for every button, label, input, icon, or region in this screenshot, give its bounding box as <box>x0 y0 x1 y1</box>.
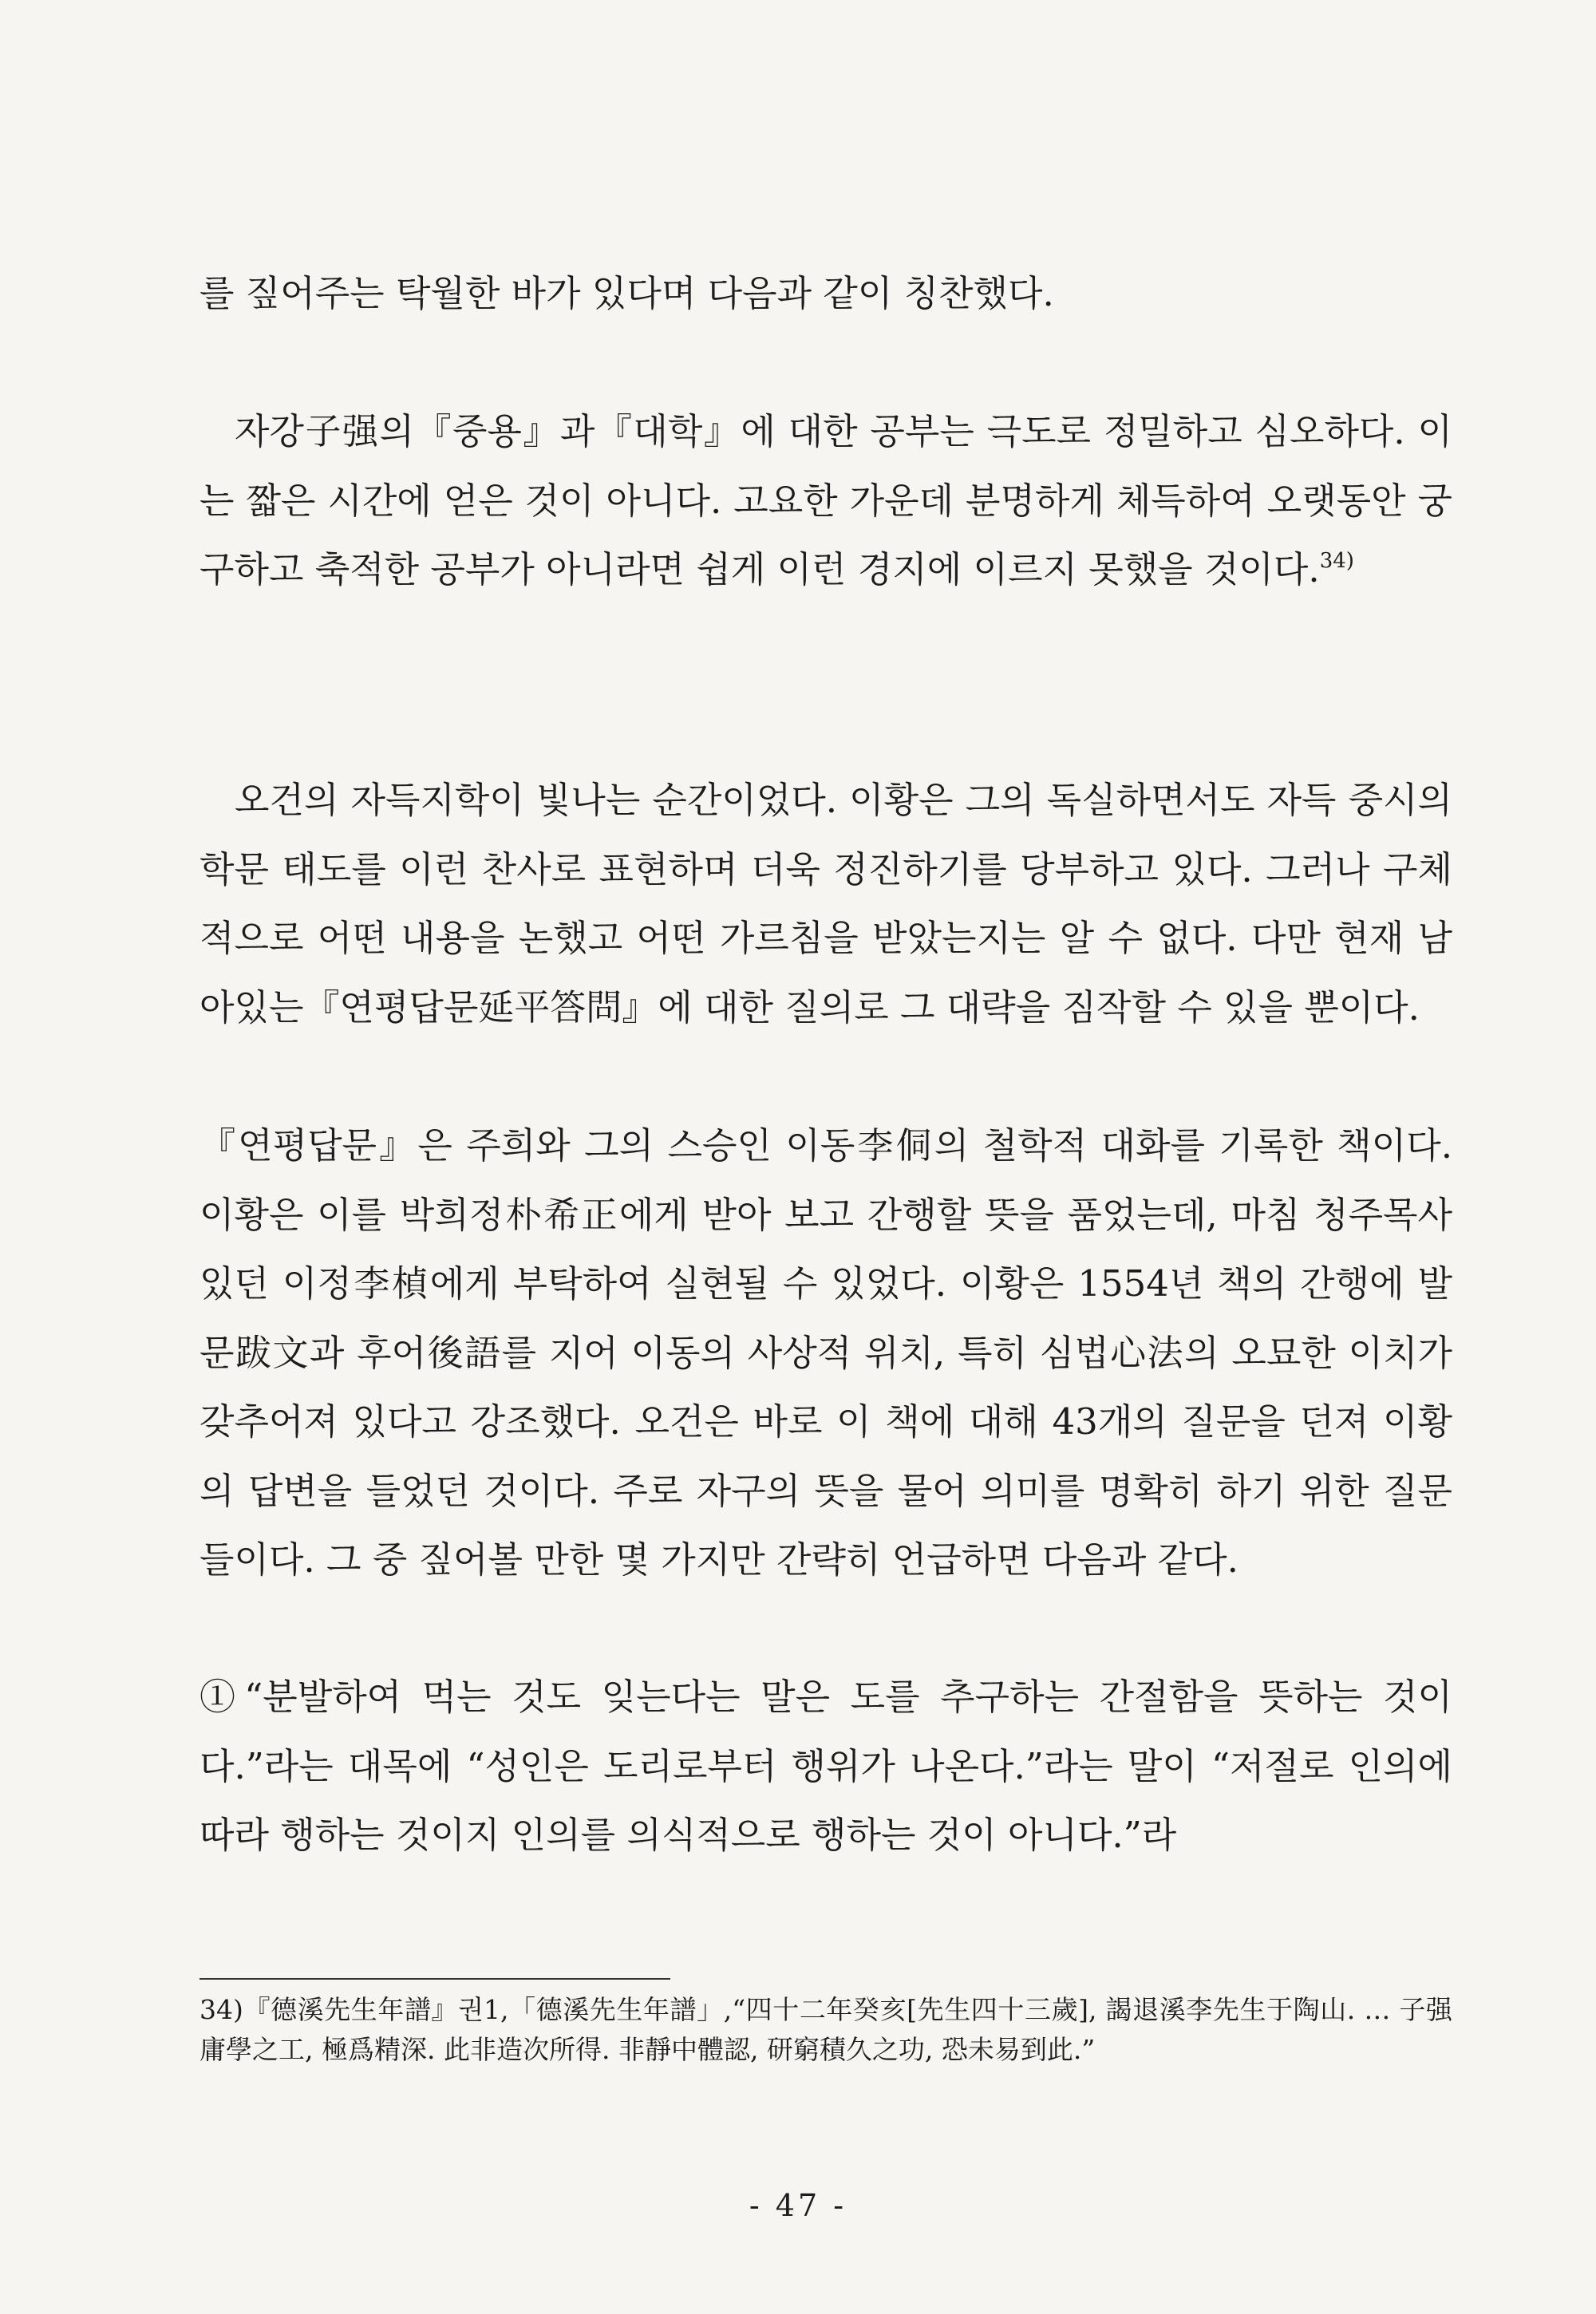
quote-text: 자강子强의『중용』과『대학』에 대한 공부는 극도로 정밀하고 심오하다. 이는 짧은 시간에 얻은 것이 아니다. 고요한 가운데 분명하게 체득하여 오랫동안 궁구하고 축적한 공부가 아니라면 쉽게 이런 경지에 이르지 못했을 것이다. <box>200 410 1452 590</box>
page-number: - 47 - <box>749 2188 847 2223</box>
paragraph-text: ①“분발하여 먹는 것도 잊는다는 말은 도를 추구하는 간절함을 뜻하는 것이다.”라는 대목에 “성인은 도리로부터 행위가 나온다.”라는 말이 “저절로 인의에 따라 행하는 것이지 인의를 의식적으로 행하는 것이 아니다.”라 <box>200 1676 1452 1856</box>
paragraph-text: 를 짚어주는 탁월한 바가 있다며 다음과 같이 칭찬했다. <box>200 272 1054 314</box>
footnote-number: 34) <box>200 1994 243 2025</box>
paragraph-continuation <box>200 259 1452 329</box>
paragraph-1 <box>200 766 1452 1042</box>
paragraph-2 <box>200 1112 1452 1595</box>
footnote-text: 『德溪先生年譜』권1,「德溪先生年譜」,“四十二年癸亥[先生四十三歲], 謁退溪李先生于陶山. … 子强庸學之工, 極爲精深. 此非造次所得. 非靜中體認, 研窮積久之功, 恐未易到此.” <box>200 1994 1452 2065</box>
footnote <box>200 1990 1452 2070</box>
paragraph-3 <box>200 1663 1452 1870</box>
paragraph-text: 『연평답문』은 주희와 그의 스승인 이동李侗의 철학적 대화를 기록한 책이다. 이황은 이를 박희정朴希正에게 받아 보고 간행할 뜻을 품었는데, 마침 청주목사 있던 이정李楨에게 부탁하여 실현될 수 있었다. 이황은 1554년 책의 간행에 발문跋文과 후어後語를 지어 이동의 사상적 위치, 특히 심법心法의 오묘한 이치가 갖추어져 있다고 강조했다. 오건은 바로 이 책에 대해 43개의 질문을 던져 이황의 답변을 들었던 것이다. 주로 자구의 뜻을 물어 의미를 명확히 하기 위한 질문들이다. 그 중 짚어볼 만한 몇 가지만 간략히 언급하면 다음과 같다. <box>200 1124 1452 1581</box>
paragraph-text: 오건의 자득지학이 빛나는 순간이었다. 이황은 그의 독실하면서도 자득 중시의 학문 태도를 이런 찬사로 표현하며 더욱 정진하기를 당부하고 있다. 그러나 구체적으로 어떤 내용을 논했고 어떤 가르침을 받았는지는 알 수 없다. 다만 현재 남아있는『연평답문延平答問』에 대한 질의로 그 대략을 짐작할 수 있을 뿐이다. <box>200 779 1452 1029</box>
block-quote <box>200 397 1452 605</box>
footnote-reference[interactable]: 34) <box>1319 549 1354 573</box>
footnote-divider <box>200 1978 670 1980</box>
